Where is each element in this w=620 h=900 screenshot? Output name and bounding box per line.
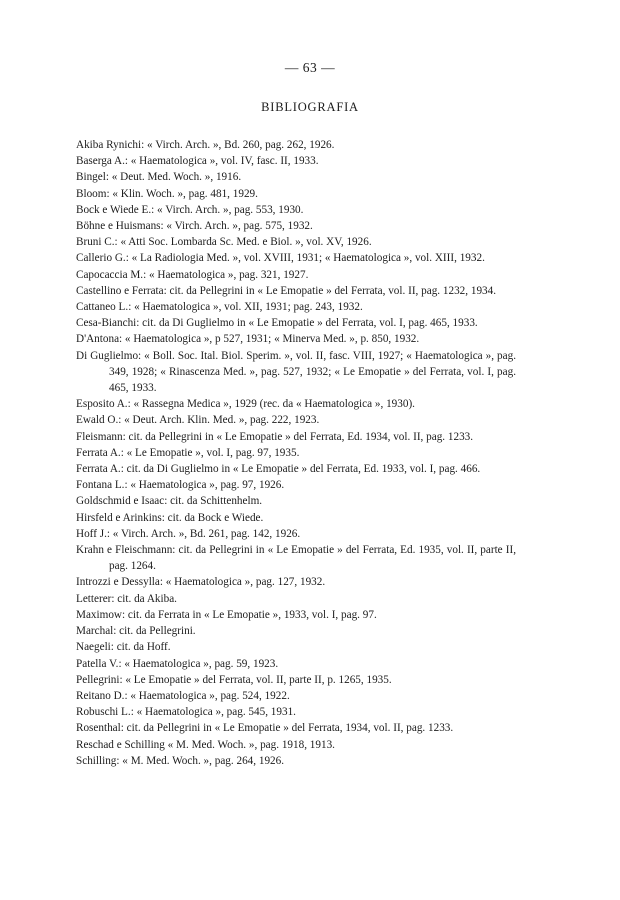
bibliography-entry: Schilling: « M. Med. Woch. », pag. 264, 1926. (76, 754, 285, 767)
bibliography-entry: Cattaneo L.: « Haematologica », vol. XII, 1931; pag. 243, 1932. (76, 301, 363, 314)
bibliography-entry: Fleismann: cit. da Pellegrini in « Le Emopatie » del Ferrata, Ed. 1934, vol. II, pag. 1233. (76, 430, 474, 443)
bibliography-entry: Robuschi L.: « Haematologica », pag. 545, 1931. (76, 706, 296, 719)
bibliography-entry: Reitano D.: « Haematologica », pag. 524, 1922. (76, 689, 290, 702)
bibliography-entry: Marchal: cit. da Pellegrini. (76, 625, 196, 638)
bibliography-entry: Maximow: cit. da Ferrata in « Le Emopatie », 1933, vol. I, pag. 97. (76, 608, 377, 621)
section-heading: BIBLIOGRAFIA (261, 100, 359, 114)
bibliography-entry: Introzzi e Dessylla: « Haematologica », pag. 127, 1932. (76, 576, 326, 589)
bibliography-entry: Pellegrini: « Le Emopatie » del Ferrata, vol. II, parte II, p. 1265, 1935. (76, 673, 392, 686)
bibliography-entry: Letterer: cit. da Akiba. (76, 592, 177, 605)
bibliography-entry: Bruni C.: « Atti Soc. Lombarda Sc. Med. e Biol. », vol. XV, 1926. (76, 236, 372, 249)
bibliography-entry: Bock e Wiede E.: « Virch. Arch. », pag. 553, 1930. (76, 203, 304, 216)
bibliography-entry: Akiba Rynichi: « Virch. Arch. », Bd. 260, pag. 262, 1926. (76, 139, 335, 151)
bibliography-entry: Castellino e Ferrata: cit. da Pellegrini in « Le Emopatie » del Ferrata, vol. II, pag. 1232, 1934. (76, 284, 497, 297)
bibliography-entry: Goldschmid e Isaac: cit. da Schittenhelm. (76, 495, 263, 508)
bibliography-entry: Baserga A.: « Haematologica », vol. IV, fasc. II, 1933. (76, 155, 319, 168)
bibliography-entry: Bloom: « Klin. Woch. », pag. 481, 1929. (76, 187, 258, 200)
bibliography-entry: Böhne e Huismans: « Virch. Arch. », pag. 575, 1932. (76, 220, 313, 233)
bibliography-entry: Fontana L.: « Haematologica », pag. 97, 1926. (76, 479, 285, 492)
bibliography-entry: Hirsfeld e Arinkins: cit. da Bock e Wiede. (76, 511, 264, 524)
bibliography-entry: Ferrata A.: « Le Emopatie », vol. I, pag. 97, 1935. (76, 446, 300, 459)
bibliography-entry: Capocaccia M.: « Haematologica », pag. 321, 1927. (76, 268, 309, 281)
bibliography-entry: Hoff J.: « Virch. Arch. », Bd. 261, pag. 142, 1926. (76, 527, 301, 540)
bibliography-entry: Callerio G.: « La Radiologia Med. », vol. XVIII, 1931; « Haematologica », vol. XIII, 1932. (76, 252, 485, 265)
bibliography-entry: Bingel: « Deut. Med. Woch. », 1916. (76, 171, 242, 184)
bibliography-entry: Esposito A.: « Rassegna Medica », 1929 (rec. da « Haematologica », 1930). (76, 398, 415, 411)
bibliography-entry: Patella V.: « Haematologica », pag. 59, 1923. (76, 657, 279, 670)
bibliography-entry: Ewald O.: « Deut. Arch. Klin. Med. », pag. 222, 1923. (76, 414, 320, 427)
bibliography-entry: Ferrata A.: cit. da Di Guglielmo in « Le Emopatie » del Ferrata, Ed. 1933, vol. I, pag. 466. (76, 463, 481, 476)
bibliography-entry: Di Guglielmo: « Boll. Soc. Ital. Biol. Sperim. », vol. II, fasc. VIII, 1927; « Haematologica », pag. 349, 1928; « Rinascenza Med. », pag. 527, 1932; « Le Emopatie » del Ferrata, vol. I, pag. 465, 1933. (76, 349, 516, 395)
bibliography-entry: Naegeli: cit. da Hoff. (76, 641, 171, 654)
bibliography-entry: Cesa-Bianchi: cit. da Di Guglielmo in « Le Emopatie » del Ferrata, vol. I, pag. 465, 1933. (76, 317, 478, 330)
bibliography-entry: D'Antona: « Haematologica », p 527, 1931; « Minerva Med. », p. 850, 1932. (76, 333, 420, 346)
page-number: — 63 — (284, 60, 336, 75)
bibliography-entry: Reschad e Schilling « M. Med. Woch. », pag. 1918, 1913. (76, 738, 335, 751)
bibliography-entry: Krahn e Fleischmann: cit. da Pellegrini in « Le Emopatie » del Ferrata, Ed. 1935, vol. II, parte II, pag. 1264. (76, 544, 516, 573)
bibliography-entry: Rosenthal: cit. da Pellegrini in « Le Emopatie » del Ferrata, 1934, vol. II, pag. 1233. (76, 722, 454, 735)
bibliography-list (76, 137, 516, 769)
